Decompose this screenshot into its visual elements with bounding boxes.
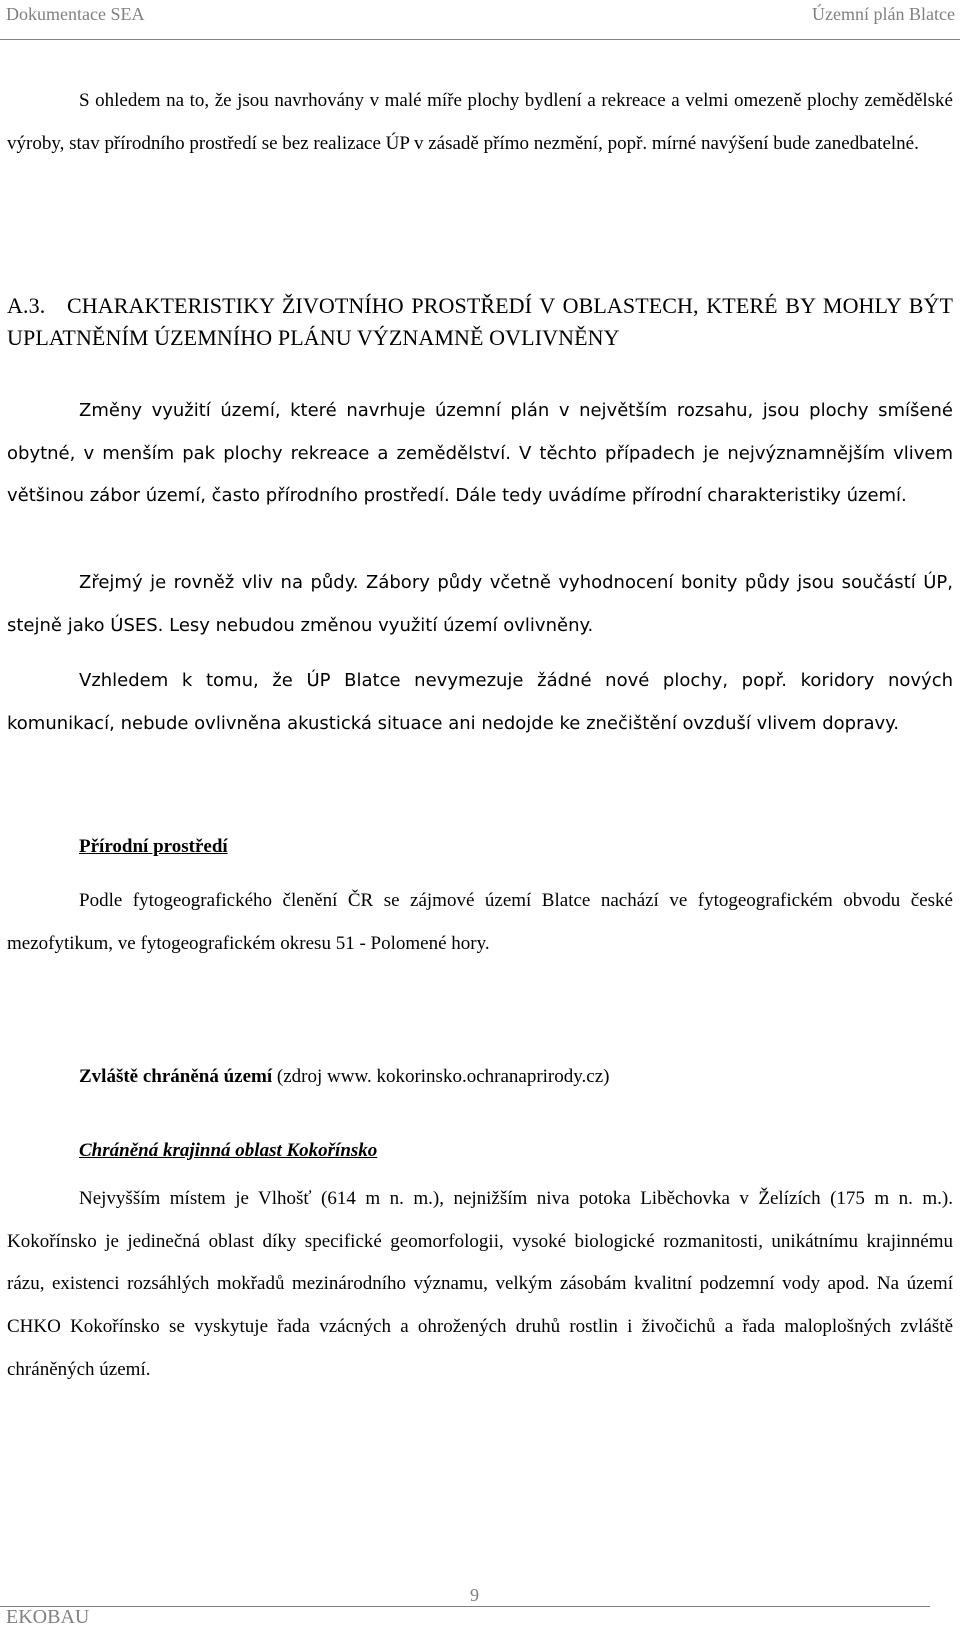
footer-rule [0, 1606, 930, 1607]
protected-areas-source: (zdroj www. kokorinsko.ochranaprirody.cz) [276, 1066, 610, 1087]
footer-company: EKOBAU [6, 1606, 90, 1628]
section-number: A.3. [7, 293, 46, 318]
paragraph-traffic: Vzhledem k tomu, že ÚP Blatce nevymezuje žádné nové plochy, popř. koridory nových komunikací, nebude ovlivněna akustická situace ani nedojde ke znečištění ovzduší vlivem dopravy. [7, 670, 953, 734]
section-title: CHARAKTERISTIKY ŽIVOTNÍHO PROSTŘEDÍ V OBLASTECH, KTERÉ BY MOHLY BÝT UPLATNĚNÍM ÚZEMNÍHO PLÁNU VÝZNAMNĚ OVLIVNĚNY [7, 293, 953, 350]
intro-paragraph: S ohledem na to, že jsou navrhovány v malé míře plochy bydlení a rekreace a velmi omezeně plochy zemědělské výroby, stav přírodního prostředí se bez realizace ÚP v zásadě přímo nezmění, popř. mírné navýšení bude zanedbatelné. [7, 90, 953, 154]
chko-heading: Chráněná krajinná oblast Kokořínsko [79, 1140, 378, 1161]
paragraph-land-use: Změny využití území, které navrhuje územní plán v největším rozsahu, jsou plochy smíšené obytné, v menším pak plochy rekreace a zemědělství. V těchto případech je nejvýznamnějším vlivem většinou zábor území, často přírodního prostředí. Dále tedy uvádíme přírodní charakteristiky území. [7, 400, 953, 507]
protected-areas-heading: Zvláště chráněná území (zdroj www. kokorinsko.ochranaprirody.cz) [79, 1066, 610, 1087]
header-document-name: Dokumentace SEA [6, 4, 145, 24]
chko-paragraph: Nejvyšším místem je Vlhošť (614 m n. m.), nejnižším niva potoka Liběchovka v Želízích (175 m n. m.). Kokořínsko je jedinečná oblast díky specifické geomorfologii, vysoké biologické rozmanitosti, unikátnímu krajinnému rázu, existenci rozsáhlých mokřadů mezinárodního významu, velkým zásobám kvalitní podzemní vody apod. Na území CHKO Kokořínsko se vyskytuje řada vzácných a ohrožených druhů rostlin i živočichů a řada maloplošných zvláště chráněných území. [7, 1188, 953, 1380]
paragraph-soil: Zřejmý je rovněž vliv na půdy. Zábory půdy včetně vyhodnocení bonity půdy jsou součástí ÚP, stejně jako ÚSES. Lesy nebudou změnou využití území ovlivněny. [7, 572, 953, 636]
page-header [0, 0, 960, 40]
section-heading [7, 290, 953, 353]
natural-environment-heading: Přírodní prostředí [79, 836, 228, 857]
header-plan-name: Územní plán Blatce [812, 4, 955, 24]
natural-environment-paragraph: Podle fytogeografického členění ČR se zájmové území Blatce nachází ve fytogeografickém obvodu české mezofytikum, ve fytogeografickém okresu 51 - Polomené hory. [7, 890, 953, 954]
page-number: 9 [470, 1585, 479, 1605]
